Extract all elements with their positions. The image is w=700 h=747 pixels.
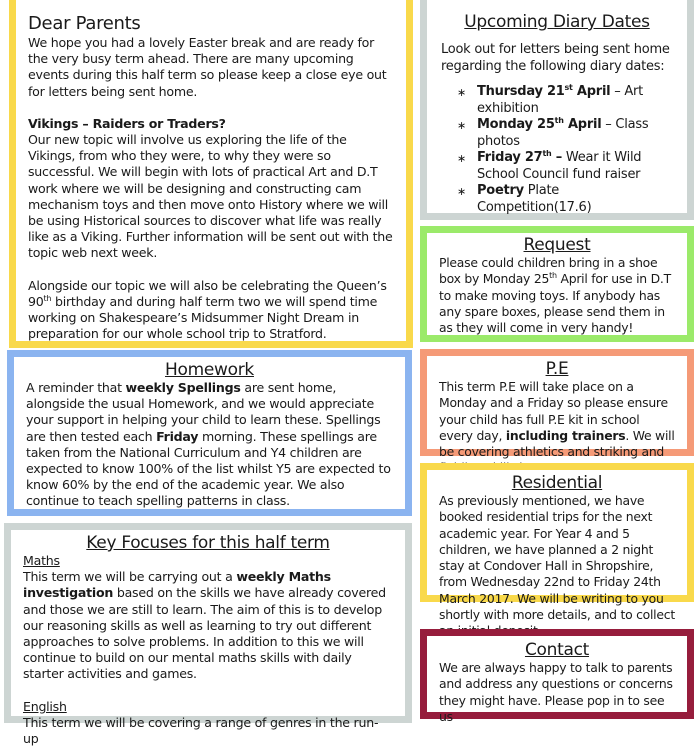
diary-date-post: – — [551, 150, 562, 165]
asterisk-bullet-icon: ∗ — [457, 152, 466, 165]
homework-title: Homework — [165, 360, 254, 380]
diary-dates-title: Upcoming Diary Dates — [464, 12, 650, 32]
diary-desc: Plate Competition(17.6) — [477, 183, 592, 215]
diary-date-sup: th — [542, 149, 552, 158]
pe-title: P.E — [545, 359, 569, 379]
asterisk-bullet-icon: ∗ — [457, 86, 466, 99]
maths-text: based on the skills we have already covered and those we are still to learn. The aim of this is to develop our reasoning skills as well as learning to try out different approaches to solve problems. In addition to this we will continue to build on our mental maths skills with daily starter activities and games. — [23, 585, 386, 682]
request-body-sup: th — [549, 271, 557, 281]
english-body: This term we will be covering a range of genres in the run-up — [23, 714, 379, 747]
contact-panel — [420, 629, 694, 724]
celebration-text — [28, 278, 394, 343]
dear-parents-panel — [9, 0, 413, 348]
topic-heading: Vikings – Raiders or Traders? — [28, 115, 226, 131]
topic-body: Our new topic will involve us exploring the life of the Vikings, from who they were, to why they were so successful. We will begin with lots of practical Art and D.T work where we will be designing and constructing cam mechanism toys and then move onto History where we will be using Historical sources to discover what life was really like as a Viking. Further information will be sent out with the topic web next week. — [28, 132, 393, 261]
maths-text: This term we will be carrying out a — [23, 569, 237, 585]
diary-item — [457, 150, 675, 183]
diary-date: Friday 27 — [477, 150, 543, 165]
key-focuses-panel — [4, 523, 412, 747]
diary-desc: – Class photos — [477, 117, 649, 149]
diary-item — [457, 117, 675, 150]
maths-body — [23, 569, 393, 682]
pe-body-pre: This term P.E will take place on a Monday and a Friday so please ensure your child has full P.E kit in school every day, — [439, 379, 668, 443]
maths-heading: Maths — [23, 553, 60, 568]
diary-dates-panel — [420, 0, 694, 220]
pe-body-bold: including trainers — [505, 427, 626, 443]
diary-desc: Wear it Wild School Council fund raiser — [477, 150, 642, 182]
maths-bold: weekly Maths investigation — [23, 569, 331, 601]
residential-body: As previously mentioned, we have booked residential trips for the next academic year. For Year 4 and 5 children, we have planned a 2 night stay at Condover Hall in Shropshire, from Wednesday 22nd to Friday 24th March 2017. We will be writing to you shortly with more details, and to collect — [439, 493, 675, 623]
diary-date-post: April — [572, 84, 611, 99]
celebration-post: birthday and during half term two we will spend time working on Shakespeare’s Midsummer Night Dream in preparation for our whole school trip to Stratford. — [28, 293, 378, 342]
pe-panel — [420, 349, 694, 460]
dear-parents-intro: We hope you had a lovely Easter break and are ready for the very busy term ahead. There are many upcoming events during this half term so please keep a close eye out for letters being sent home. — [28, 35, 387, 99]
homework-bold: Friday — [156, 428, 199, 444]
homework-panel — [7, 350, 412, 516]
diary-date: Thursday 21 — [477, 84, 565, 99]
request-title: Request — [523, 235, 591, 255]
request-body-pre: Please could children bring in a shoe box by Monday 25 — [439, 255, 658, 287]
asterisk-bullet-icon: ∗ — [457, 185, 466, 198]
homework-bold: weekly Spellings — [125, 380, 241, 395]
diary-date: Poetry — [477, 183, 524, 198]
dear-parents-title: Dear Parents — [28, 13, 141, 34]
diary-date-sup: st — [564, 83, 573, 92]
request-body-post: April for use in D.T to make moving toys. If anybody has any spare boxes, please send them in as they will come in very handy! — [439, 271, 671, 336]
contact-body: We are always happy to talk to parents and address any questions or concerns they might have. Please pop in to see us — [439, 660, 673, 724]
diary-dates-intro: Look out for letters being sent home regarding the following diary dates: — [441, 42, 670, 74]
key-focuses-title: Key Focuses for this half term — [86, 533, 330, 553]
diary-date: Monday 25 — [477, 117, 555, 132]
diary-item — [457, 183, 675, 216]
residential-title: Residential — [511, 473, 603, 493]
homework-text: A reminder that — [26, 380, 126, 395]
diary-dates-list — [439, 84, 675, 216]
asterisk-bullet-icon: ∗ — [457, 119, 466, 132]
pe-body-post: . We will be covering athletics and striking and — [439, 427, 675, 460]
request-body — [439, 255, 675, 336]
diary-desc: – Art exhibition — [477, 84, 643, 116]
contact-title: Contact — [524, 640, 590, 660]
request-panel — [420, 226, 694, 342]
diary-item — [457, 84, 675, 117]
residential-panel — [420, 463, 694, 623]
celebration-sup: th — [43, 293, 52, 303]
diary-date-post: April — [563, 117, 602, 132]
homework-body — [26, 380, 393, 510]
english-heading: English — [23, 698, 67, 714]
homework-text: are sent home, alongside the usual Homework, and we would appreciate your support in helping your child to learn these. Spellings are then tested each — [26, 380, 381, 444]
diary-date-sup: th — [554, 116, 564, 125]
celebration-pre: Alongside our topic we will also be celebrating the Queen’s 90 — [28, 277, 387, 309]
homework-text: morning. These spellings are taken from the National Curriculum and Y4 children are expected to know 100% of the list whilst Y5 are expected to know 60% by the end of the academic year. We also continue to teach spelling patterns in class. — [26, 428, 391, 509]
